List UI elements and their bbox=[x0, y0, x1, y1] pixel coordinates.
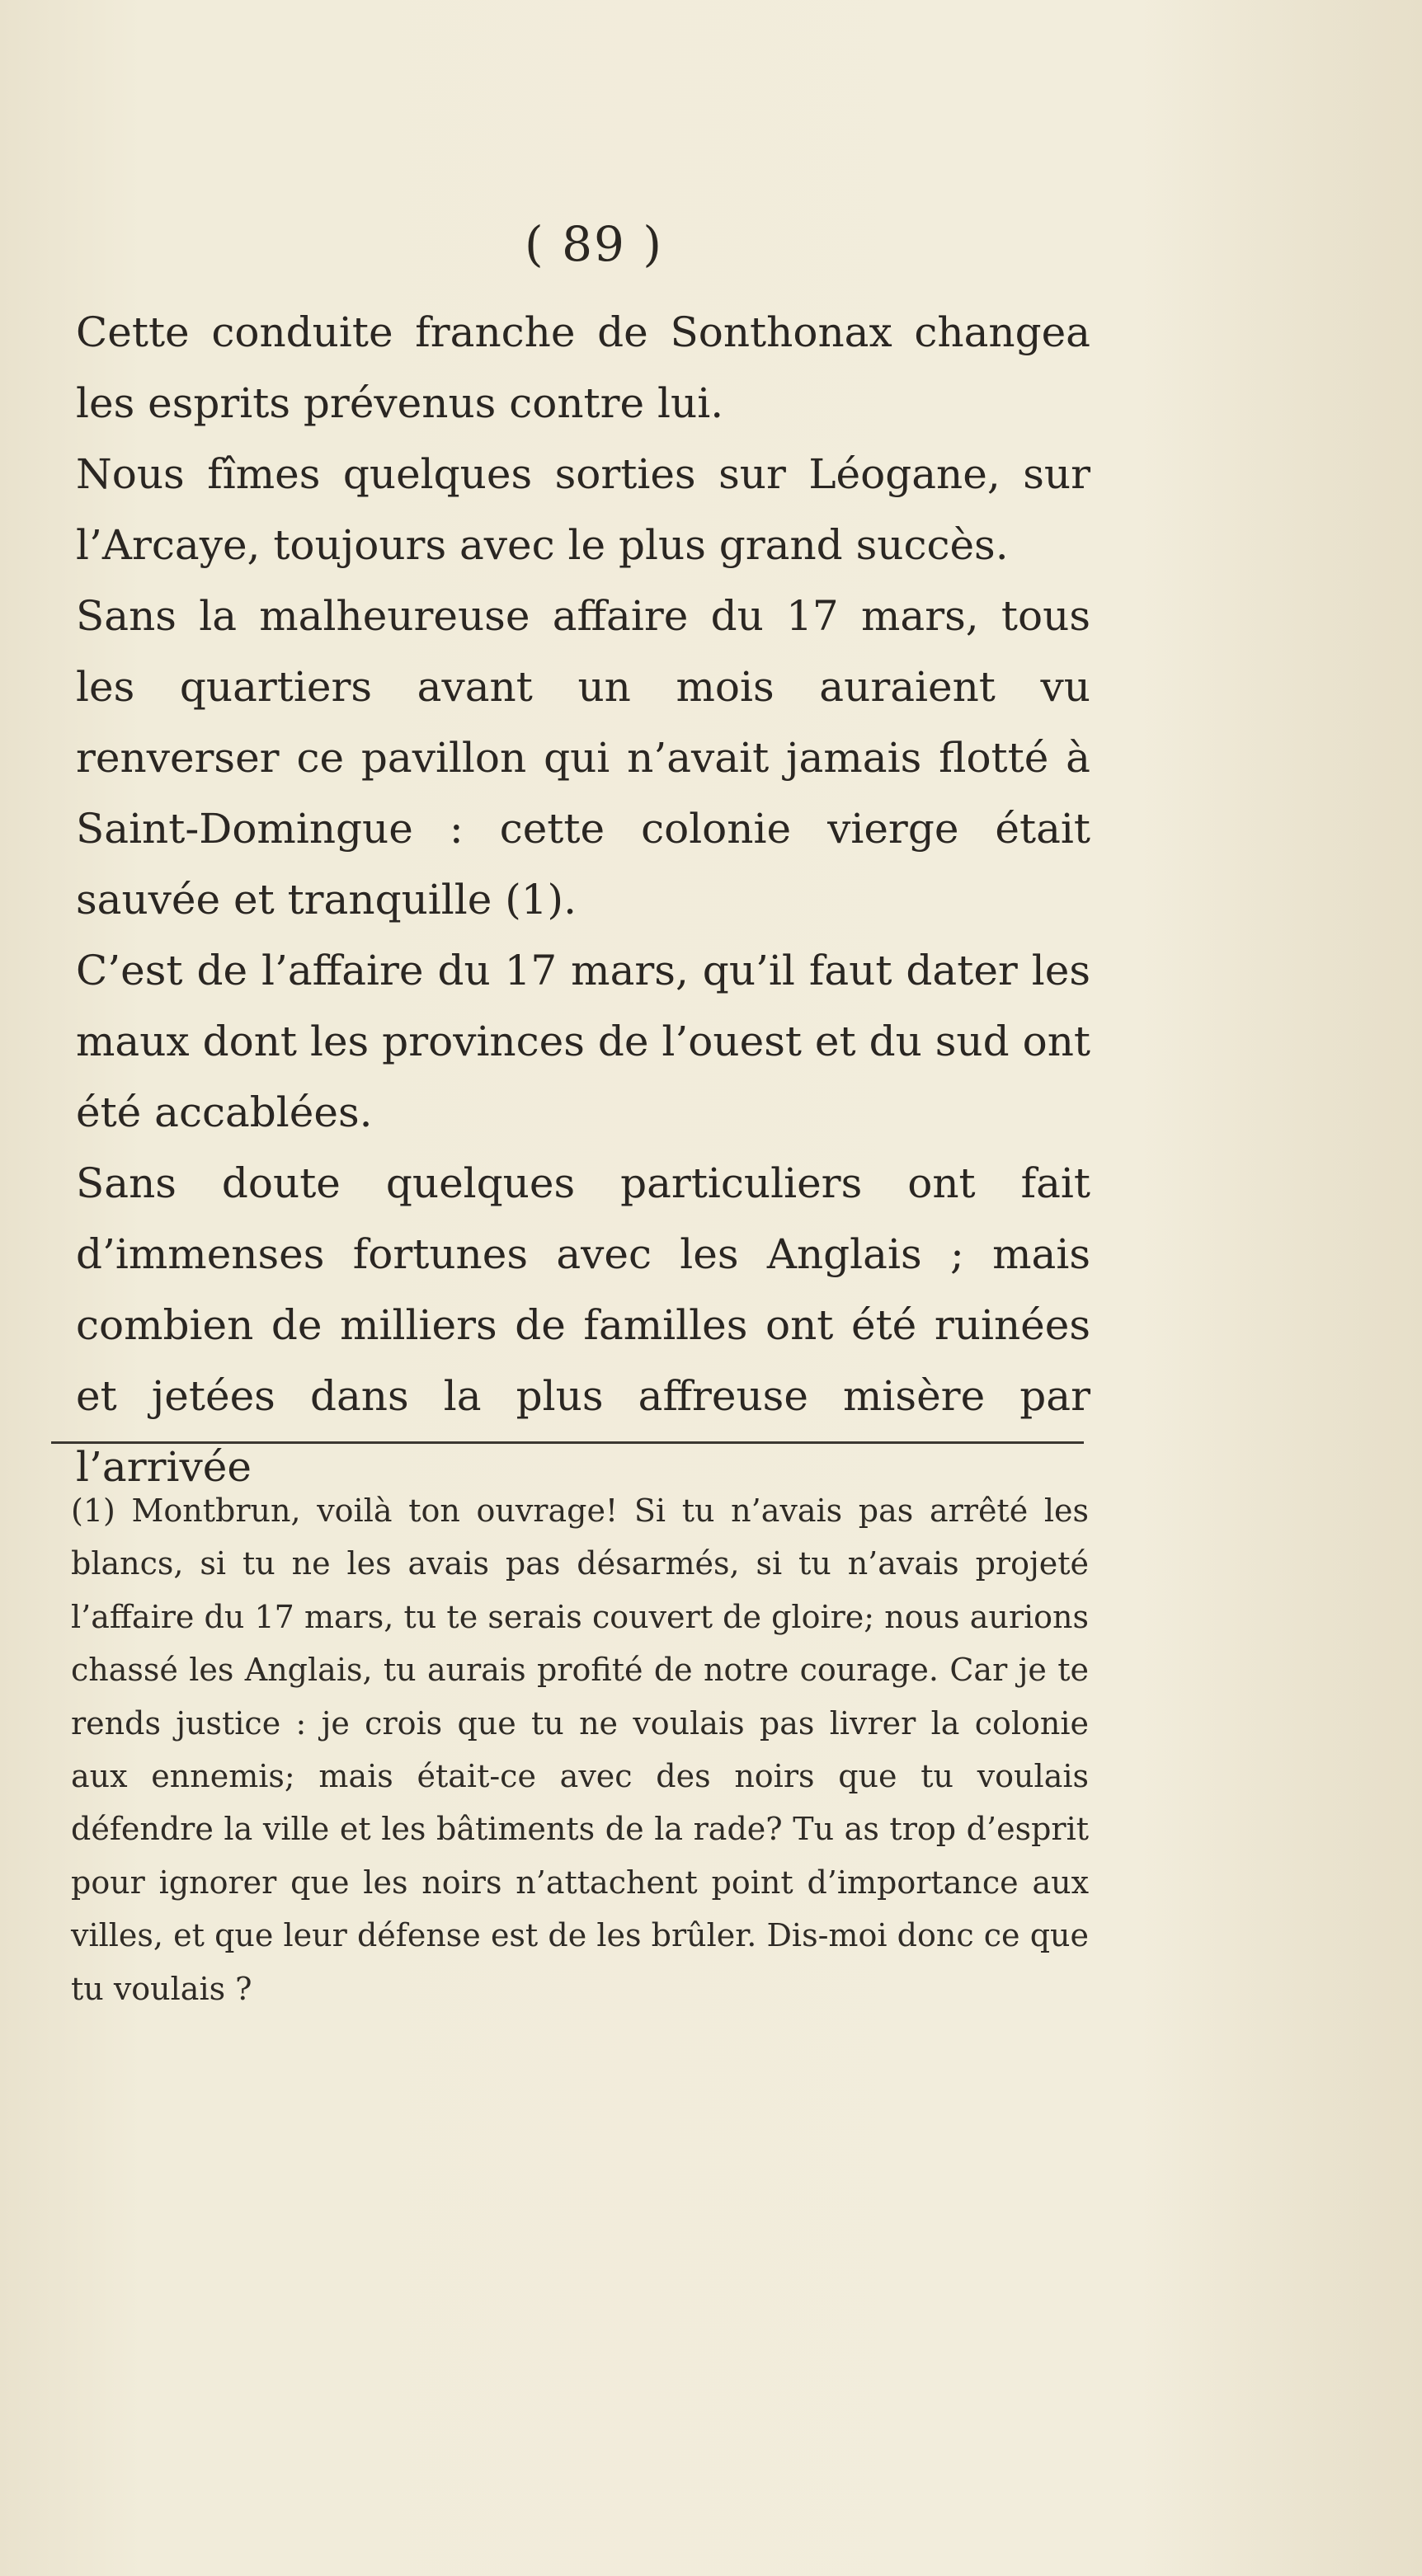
paragraph-5: Sans doute quelques particuliers ont fait d’immenses fortunes avec les Anglais ; mais combien de milliers de familles ont été ruinées et jetées dans la plus affreuse misère par l’arrivée bbox=[76, 1159, 1090, 1491]
paragraph-3: Sans la malheureuse affaire du 17 mars, tous les quartiers avant un mois auraient vu renverser ce pavillon qui n’avait jamais flotté à Saint-Domingue : cette colonie vierge était sauvée et tranquille (1). bbox=[76, 592, 1090, 924]
paragraph-2: Nous fîmes quelques sorties sur Léogane, sur l’Arcaye, toujours avec le plus grand succès. bbox=[76, 450, 1090, 569]
page-number: ( 89 ) bbox=[525, 216, 663, 272]
main-text bbox=[76, 297, 1090, 1502]
paragraph-1: Cette conduite franche de Sonthonax changea les esprits prévenus contre lui. bbox=[76, 308, 1090, 427]
paragraph-4: C’est de l’affaire du 17 mars, qu’il faut dater les maux dont les provinces de l’ouest et du sud ont été accablées. bbox=[76, 947, 1090, 1136]
footnote: (1) Montbrun, voilà ton ouvrage! Si tu n’avais pas arrêté les blancs, si tu ne les avais pas désarmés, si tu n’avais projeté l’affaire du 17 mars, tu te serais couvert de gloire; nous aurions chassé les Anglais, tu aurais profité de notre courage. Car je te rends justice : je crois que tu ne voulais pas livrer la colonie aux ennemis; mais était-ce avec des noirs que tu voulais défendre la ville et les bâtiments de la rade? Tu as trop d’esprit pour ignorer que les noirs n’attachent point d’importance aux villes, et que leur défense est de les brûler. Dis-moi donc ce que tu voulais ? bbox=[71, 1492, 1089, 2007]
footnote-divider bbox=[51, 1441, 1084, 1444]
page-edge-shading bbox=[1142, 0, 1422, 2576]
